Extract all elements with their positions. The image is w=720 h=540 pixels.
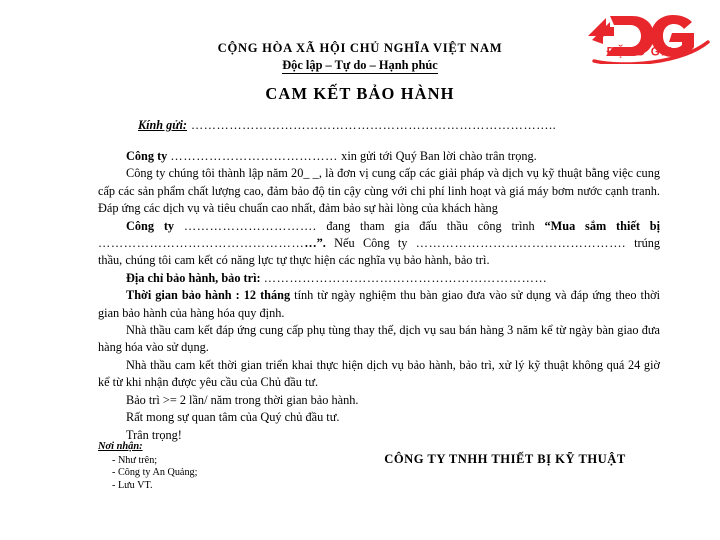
- paragraph-greeting: [98, 148, 660, 165]
- address-label: Địa chỉ bảo hành, bảo trì:: [126, 270, 261, 285]
- page-title: CAM KẾT BẢO HÀNH: [265, 84, 455, 103]
- paragraph-intro: Công ty chúng tôi thành lập năm 20_ _, là đơn vị cung cấp các giải pháp và dịch vụ kỹ thuật bằng việc cung cấp các sản phẩm chất lượng cao, đảm bảo độ tin cậy cùng với chi phí linh hoạt và giá máy bơm nước cạnh tranh. Đáp ứng các dịch vụ và tiêu chuẩn cao nhất, đảm bảo sự hài lòng của khách hàng: [98, 166, 660, 216]
- address-dots: …………………………………………………………: [263, 270, 548, 285]
- paragraph-address: [98, 270, 660, 287]
- paragraph-bid: [98, 218, 660, 270]
- motto-line: Độc lập – Tự do – Hạnh phúc: [282, 58, 438, 72]
- paragraph-maintenance-freq: Bảo trì >= 2 lần/ năm trong thời gian bảo hành.: [126, 392, 359, 407]
- recipients-label: Nơi nhận:: [98, 441, 143, 452]
- paragraph-regards: Trân trọng!: [126, 427, 182, 442]
- paragraph-spare-parts: Nhà thầu cam kết đáp ứng cung cấp phụ tùng thay thế, dịch vụ sau bán hàng 3 năm kể từ ngày bàn giao đưa hàng hóa vào sử dụng.: [98, 323, 660, 355]
- company-label-1: Công ty: [126, 149, 168, 163]
- paragraph-closing: Rất mong sự quan tâm của Quý chủ đầu tư.: [126, 410, 340, 425]
- company-dots-2: ………………………….: [183, 218, 317, 233]
- list-item: - Như trên;: [112, 454, 158, 466]
- list-item: - Công ty An Quảng;: [112, 467, 198, 479]
- project-name-bold: “Mua sắm thiết bị: [544, 218, 660, 233]
- bid-after-text: Nếu Công ty: [325, 236, 408, 251]
- recipient-label: Kính gửi:: [138, 118, 187, 132]
- recipient-line: [138, 118, 658, 133]
- bid-tail-text: trúng thầu, chúng tôi cam kết có năng lực tự thực hiện các nghĩa vụ bảo hành, bảo trì.: [98, 236, 661, 268]
- document-body: [98, 148, 660, 444]
- company-dots-1: …………………………………: [170, 149, 339, 163]
- list-item: - Lưu VT.: [112, 479, 153, 491]
- recipients-block: [98, 441, 197, 492]
- paragraph-duration: [98, 287, 660, 322]
- national-header: [0, 40, 720, 74]
- recipient-dots: …………………………………………………………………………..: [190, 118, 557, 132]
- svg-text:ĐẶNG GIA: ĐẶNG GIA: [606, 46, 676, 59]
- duration-label: Thời gian bảo hành : 12 tháng: [126, 288, 291, 303]
- bid-mid-text: đang tham gia đấu thầu công trình: [316, 218, 545, 233]
- nation-line: CỘNG HÒA XÃ HỘI CHỦ NGHĨA VIỆT NAM: [217, 41, 503, 55]
- paragraph-response-time: Nhà thầu cam kết thời gian triển khai thực hiện dịch vụ bảo hành, bảo trì, xử lý kỹ thuật không quá 24 giờ kể từ khi nhận được yêu cầu của Chủ đầu tư.: [98, 357, 660, 390]
- project-close-quote: …”.: [304, 236, 326, 251]
- recipients-list: [98, 455, 197, 493]
- signature-block: CÔNG TY TNHH THIẾT BỊ KỸ THUẬT: [384, 452, 626, 466]
- company-dots-3: ………………………………………….: [415, 236, 626, 251]
- duration-text: tính từ ngày nghiệm thu bàn giao đưa vào sử dụng và đáp ứng theo thời gian bảo hành của hàng hóa quy định.: [98, 288, 661, 320]
- greeting-text: xin gửi tới Quý Ban lời chào trân trọng.: [338, 149, 537, 163]
- company-label-2: Công ty: [126, 218, 175, 233]
- project-dots: …………………………………………: [98, 236, 305, 251]
